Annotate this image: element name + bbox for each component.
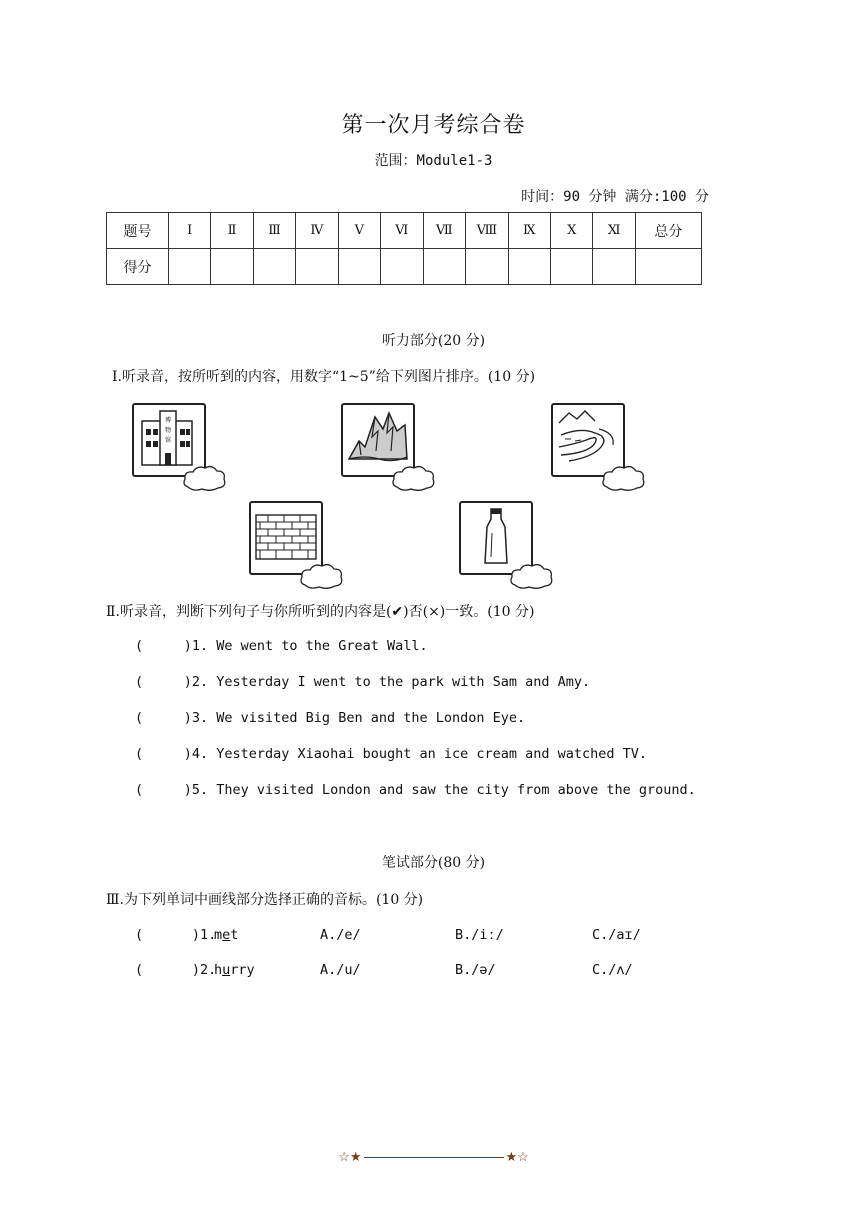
score-cell[interactable] — [211, 249, 253, 285]
q2-heading: Ⅱ.听录音，判断下列句子与你所听到的内容是(✔)否(×)一致。(10 分) — [106, 604, 535, 620]
q2-item-4[interactable]: ( )4. Yesterday Xiaohai bought an ice cream and watched TV. — [135, 746, 648, 762]
q2-item-2[interactable]: ( )2. Yesterday I went to the park with Sam and Amy. — [135, 674, 591, 690]
footer-stars-right: ★☆ — [505, 1150, 529, 1165]
q2-item-1[interactable]: ( )1. We went to the Great Wall. — [135, 638, 428, 654]
col-6: Ⅵ — [381, 213, 423, 249]
museum-sign-char-1: 博 — [164, 417, 172, 424]
score-table — [106, 212, 702, 285]
score-cell-total[interactable] — [635, 249, 701, 285]
col-8: Ⅷ — [466, 213, 509, 249]
q3-item-2-option-a[interactable]: A./u/ — [320, 962, 361, 978]
answer-cloud-icon[interactable] — [507, 561, 555, 591]
word-part: rry — [230, 962, 255, 978]
score-table-header-row — [107, 213, 702, 249]
word-part: m — [214, 927, 223, 943]
score-cell[interactable] — [169, 249, 211, 285]
underlined-letter: e — [222, 927, 231, 943]
q3-item-1-option-b[interactable]: B./iː/ — [455, 927, 504, 943]
score-cell[interactable] — [338, 249, 380, 285]
score-cell[interactable] — [296, 249, 338, 285]
scope-text: 范围：Module1-3 — [374, 153, 493, 169]
col-1: Ⅰ — [169, 213, 211, 249]
q2-item-3[interactable]: ( )3. We visited Big Ben and the London Eye. — [135, 710, 526, 726]
q3-item-2-option-b[interactable]: B./ə/ — [455, 962, 496, 978]
writing-section-title: 笔试部分(80 分) — [381, 855, 486, 871]
word-part: h — [214, 962, 223, 978]
q3-item-2-blank[interactable]: ( )2. — [135, 962, 217, 978]
col-10: Ⅹ — [551, 213, 593, 249]
q2-item-5[interactable]: ( )5. They visited London and saw the city from above the ground. — [135, 782, 696, 798]
col-4: Ⅳ — [296, 213, 338, 249]
footer-divider — [364, 1157, 504, 1158]
score-cell[interactable] — [253, 249, 295, 285]
row-label-score: 得分 — [107, 249, 169, 285]
bottle-picture — [459, 501, 555, 591]
museum-sign-char-3: 馆 — [164, 437, 172, 444]
listening-section-title: 听力部分(20 分) — [381, 333, 486, 349]
river-picture — [551, 403, 647, 493]
q3-item-1-blank[interactable]: ( )1. — [135, 927, 217, 943]
q1-heading: Ⅰ.听录音，按所听到的内容，用数字“1~5”给下列图片排序。(10 分) — [112, 369, 536, 385]
score-table-score-row — [107, 249, 702, 285]
col-7: Ⅶ — [423, 213, 466, 249]
time-score-text: 时间：90 分钟 满分:100 分 — [521, 189, 709, 205]
col-total: 总分 — [635, 213, 701, 249]
col-5: Ⅴ — [338, 213, 380, 249]
answer-cloud-icon[interactable] — [297, 561, 345, 591]
score-cell[interactable] — [508, 249, 550, 285]
score-cell[interactable] — [466, 249, 509, 285]
score-cell[interactable] — [423, 249, 466, 285]
wall-picture — [249, 501, 345, 591]
mountain-picture — [341, 403, 437, 493]
col-2: Ⅱ — [211, 213, 253, 249]
footer-stars-left: ☆★ — [338, 1150, 362, 1165]
score-cell[interactable] — [551, 249, 593, 285]
q3-heading: Ⅲ.为下列单词中画线部分选择正确的音标。(10 分) — [106, 892, 424, 908]
answer-cloud-icon[interactable] — [180, 463, 228, 493]
page-title: 第一次月考综合卷 — [341, 113, 526, 138]
museum-sign-char-2: 物 — [164, 427, 172, 434]
q3-item-1-option-a[interactable]: A./e/ — [320, 927, 361, 943]
q3-item-1-option-c[interactable]: C./aɪ/ — [592, 927, 641, 943]
col-9: Ⅸ — [508, 213, 550, 249]
row-label-number: 题号 — [107, 213, 169, 249]
score-cell[interactable] — [593, 249, 635, 285]
footer-ornament — [0, 1150, 867, 1165]
score-cell[interactable] — [381, 249, 423, 285]
word-part: t — [230, 927, 239, 943]
q3-item-2-option-c[interactable]: C./ʌ/ — [592, 962, 633, 978]
answer-cloud-icon[interactable] — [599, 463, 647, 493]
museum-picture — [132, 403, 228, 493]
answer-cloud-icon[interactable] — [389, 463, 437, 493]
col-11: Ⅺ — [593, 213, 635, 249]
col-3: Ⅲ — [253, 213, 295, 249]
q3-item-2-word — [214, 962, 255, 978]
underlined-letter: u — [222, 962, 231, 978]
q3-item-1-word — [214, 927, 238, 943]
